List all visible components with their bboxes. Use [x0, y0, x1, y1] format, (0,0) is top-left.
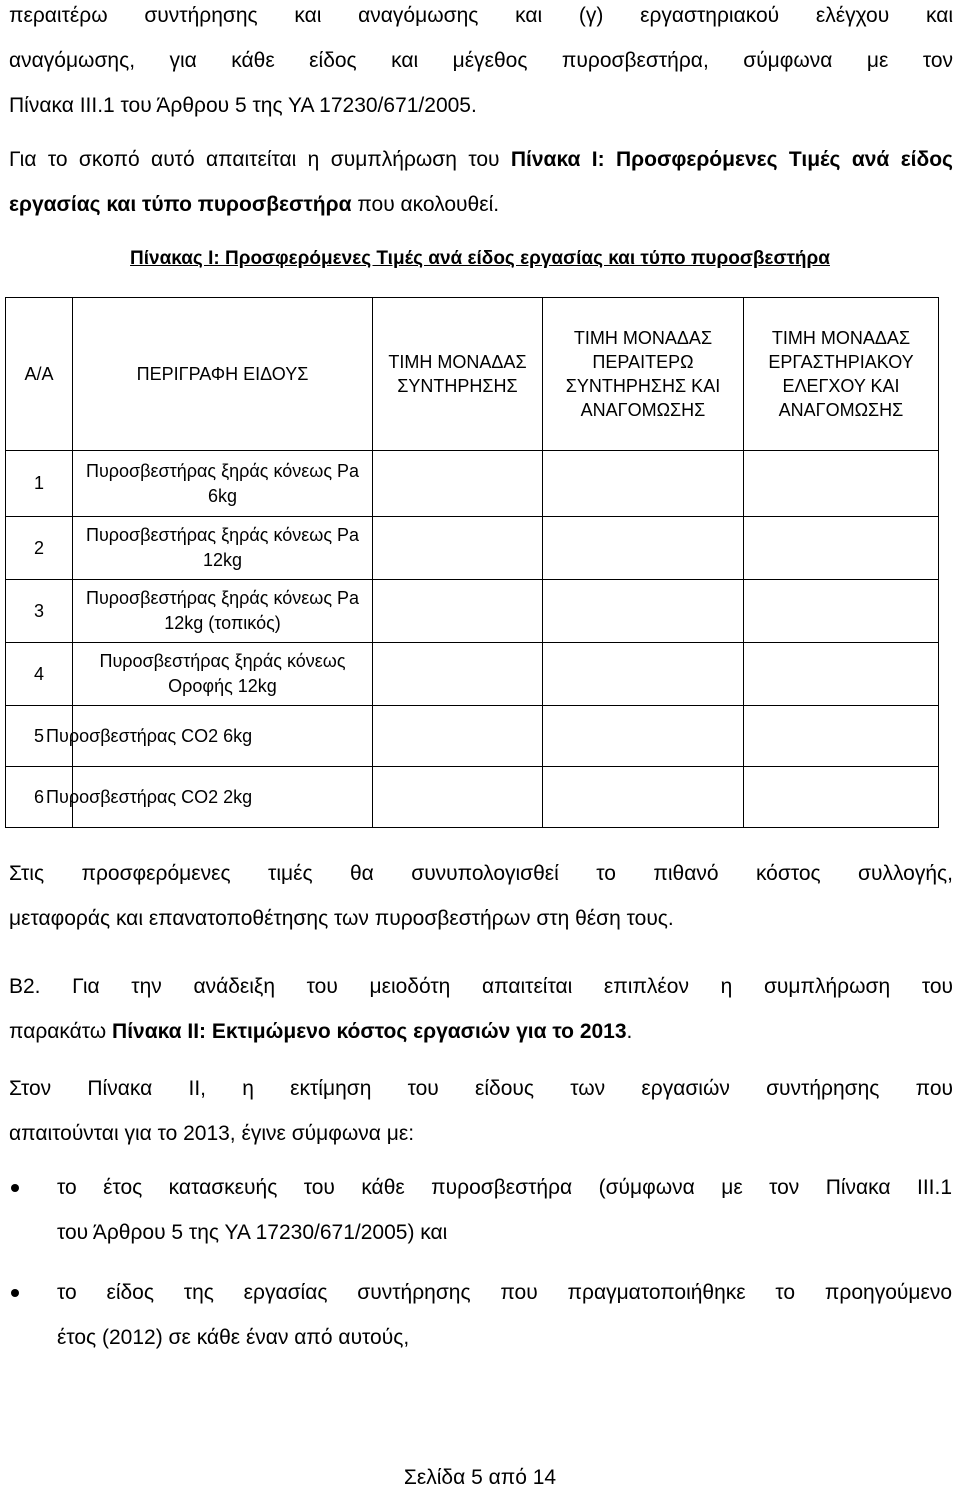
- row-description: Πυροσβεστήρας CO2 6kg: [46, 706, 346, 767]
- para2-table-title: Πίνακα Ι: Προσφερόμενες Τιμές ανά είδος εργασίας και τύπο πυροσβεστήρα: [9, 148, 953, 216]
- header-further-maintenance-price: ΤΙΜΗ ΜΟΝΑΔΑΣ ΠΕΡΑΙΤΕΡΩ ΣΥΝΤΗΡΗΣΗΣ ΚΑΙ ΑΝΑΓΟΜΩΣΗΣ: [543, 298, 744, 451]
- bullet-2-line-2: έτος (2012) σε κάθε έναν από αυτούς,: [57, 1326, 410, 1349]
- para4-line-1: Β2. Για την ανάδειξη του μειοδότη απαιτείται επιπλέον η συμπλήρωση του: [9, 975, 953, 998]
- para2-text-pre: Για το σκοπό αυτό απαιτείται η συμπλήρωση του: [9, 148, 511, 171]
- header-aa: Α/Α: [6, 298, 73, 451]
- bullet-2-line-1: το είδος της εργασίας συντήρησης που πραγματοποιήθηκε το προηγούμενο: [57, 1281, 952, 1304]
- para3-line-2: μεταφοράς και επανατοποθέτησης των πυροσβεστήρων στη θέση τους.: [9, 907, 674, 930]
- list-item: [0, 1270, 952, 1360]
- row-number: 2: [6, 517, 73, 580]
- para3-line-1: Στις προσφερόμενες τιμές θα συνυπολογισθεί το πιθανό κόστος συλλογής,: [9, 862, 953, 885]
- price-cell[interactable]: [543, 451, 744, 517]
- price-cell[interactable]: [543, 643, 744, 706]
- price-cell[interactable]: [744, 580, 939, 643]
- header-maintenance-price: ΤΙΜΗ ΜΟΝΑΔΑΣ ΣΥΝΤΗΡΗΣΗΣ: [373, 298, 543, 451]
- price-cell[interactable]: [543, 706, 744, 767]
- price-cell[interactable]: [373, 580, 543, 643]
- para4-text-pre: παρακάτω: [9, 1020, 113, 1043]
- price-cell[interactable]: [543, 767, 744, 828]
- row-number: 1: [6, 451, 73, 517]
- intro-line-1: περαιτέρω συντήρησης και αναγόμωσης και (γ) εργαστηριακού ελέγχου και: [9, 4, 953, 27]
- criteria-list: [0, 1165, 960, 1375]
- intro-line-2: αναγόμωσης, για κάθε είδος και μέγεθος πυροσβεστήρα, σύμφωνα με τον: [9, 49, 953, 72]
- bullet-1-line-2: του Άρθρου 5 της ΥΑ 17230/671/2005) και: [57, 1221, 448, 1244]
- table-header-row: [6, 298, 939, 451]
- para2-text-post: που ακολουθεί.: [351, 193, 500, 216]
- table-caption: Πίνακας Ι: Προσφερόμενες Τιμές ανά είδος εργασίας και τύπο πυροσβεστήρα: [130, 248, 830, 269]
- table-reference-paragraph: [9, 137, 953, 227]
- row-description: Πυροσβεστήρας ξηράς κόνεως Pa 12kg (τοπικός): [73, 580, 373, 643]
- para4-table-title: Πίνακα ΙΙ: Εκτιμώμενο κόστος εργασιών για το 2013: [112, 1020, 627, 1043]
- header-description: ΠΕΡΙΓΡΑΦΗ ΕΙΔΟΥΣ: [73, 298, 373, 451]
- row-description: Πυροσβεστήρας ξηράς κόνεως Pa 6kg: [73, 451, 373, 517]
- price-cell[interactable]: [373, 517, 543, 580]
- page-number-footer: Σελίδα 5 από 14: [403, 1466, 557, 1489]
- row-number: 6: [6, 767, 73, 828]
- row-description: Πυροσβεστήρας ξηράς κόνεως Οροφής 12kg: [73, 643, 373, 706]
- row-number: 5: [6, 706, 73, 767]
- price-cell[interactable]: [373, 706, 543, 767]
- costs-note-paragraph: [9, 851, 953, 941]
- row-number: 3: [6, 580, 73, 643]
- intro-paragraph: [9, 0, 953, 128]
- bullet-icon: [11, 1289, 19, 1297]
- table-row: [6, 767, 939, 828]
- para4-text-post: .: [626, 1020, 633, 1043]
- row-description: Πυροσβεστήρας ξηράς κόνεως Pa 12kg: [73, 517, 373, 580]
- price-cell[interactable]: [543, 517, 744, 580]
- price-cell[interactable]: [373, 643, 543, 706]
- price-cell[interactable]: [543, 580, 744, 643]
- table-row: [6, 706, 939, 767]
- b2-paragraph: [9, 964, 953, 1054]
- row-number: 4: [6, 643, 73, 706]
- intro-line-3: Πίνακα ΙΙΙ.1 του Άρθρου 5 της ΥΑ 17230/671/2005.: [9, 94, 477, 117]
- price-cell[interactable]: [744, 643, 939, 706]
- table-row: [6, 451, 939, 517]
- table-row: [6, 643, 939, 706]
- price-cell[interactable]: [744, 706, 939, 767]
- bullet-icon: [11, 1184, 19, 1192]
- table-row: [6, 580, 939, 643]
- bullet-1-line-1: το έτος κατασκευής του κάθε πυροσβεστήρα (σύμφωνα με τον Πίνακα ΙΙΙ.1: [57, 1176, 952, 1199]
- table-row: [6, 517, 939, 580]
- para5-line-2: απαιτούνται για το 2013, έγινε σύμφωνα με:: [9, 1122, 415, 1145]
- header-lab-test-price: ΤΙΜΗ ΜΟΝΑΔΑΣ ΕΡΓΑΣΤΗΡΙΑΚΟΥ ΕΛΕΓΧΟΥ ΚΑΙ ΑΝΑΓΟΜΩΣΗΣ: [744, 298, 939, 451]
- price-cell[interactable]: [373, 767, 543, 828]
- price-cell[interactable]: [744, 767, 939, 828]
- estimation-paragraph: [9, 1066, 953, 1156]
- price-cell[interactable]: [744, 517, 939, 580]
- price-cell[interactable]: [373, 451, 543, 517]
- price-cell[interactable]: [744, 451, 939, 517]
- pricing-table: [5, 297, 939, 828]
- list-item: [0, 1165, 952, 1255]
- row-description: Πυροσβεστήρας CO2 2kg: [46, 767, 346, 828]
- para5-line-1: Στον Πίνακα ΙΙ, η εκτίμηση του είδους των εργασιών συντήρησης που: [9, 1077, 953, 1100]
